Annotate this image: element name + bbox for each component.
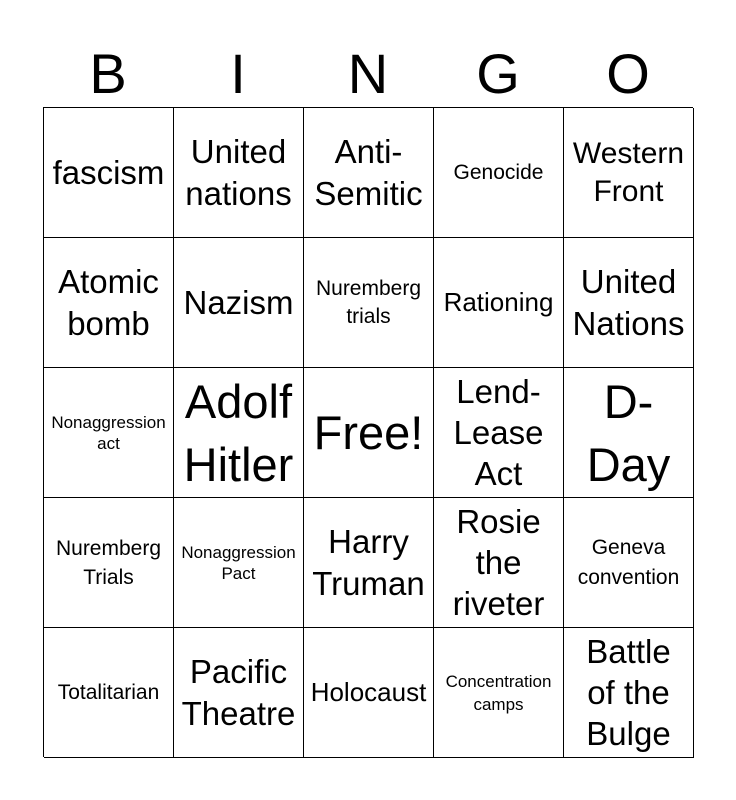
bingo-cell[interactable]: D- Day	[564, 368, 694, 498]
bingo-cell[interactable]: Atomic bomb	[44, 238, 174, 368]
bingo-cell[interactable]: United nations	[174, 108, 304, 238]
bingo-header	[43, 40, 693, 108]
bingo-cell[interactable]: Nazism	[174, 238, 304, 368]
bingo-cell[interactable]: Holocaust	[304, 628, 434, 758]
bingo-cell[interactable]: United Nations	[564, 238, 694, 368]
bingo-cell[interactable]: Western Front	[564, 108, 694, 238]
bingo-cell[interactable]: fascism	[44, 108, 174, 238]
bingo-cell[interactable]: Lend- Lease Act	[434, 368, 564, 498]
header-letter-b: B	[89, 42, 127, 105]
bingo-cell[interactable]: Nonaggression act	[44, 368, 174, 498]
bingo-cell[interactable]: Adolf Hitler	[174, 368, 304, 498]
bingo-free-cell[interactable]: Free!	[304, 368, 434, 498]
bingo-cell[interactable]: Nonaggression Pact	[174, 498, 304, 628]
header-letter-o: O	[606, 42, 650, 105]
bingo-cell[interactable]: Genocide	[434, 108, 564, 238]
bingo-cell[interactable]: Pacific Theatre	[174, 628, 304, 758]
header-letter-n: N	[347, 42, 389, 105]
bingo-cell[interactable]: Geneva convention	[564, 498, 694, 628]
bingo-cell[interactable]: Totalitarian	[44, 628, 174, 758]
bingo-cell[interactable]: Battle of the Bulge	[564, 628, 694, 758]
bingo-cell[interactable]: Concentration camps	[434, 628, 564, 758]
bingo-cell[interactable]: Nuremberg trials	[304, 238, 434, 368]
bingo-cell[interactable]: Nuremberg Trials	[44, 498, 174, 628]
bingo-cell[interactable]: Anti- Semitic	[304, 108, 434, 238]
bingo-cell[interactable]: Harry Truman	[304, 498, 434, 628]
header-letter-g: G	[476, 42, 520, 105]
bingo-cell[interactable]: Rosie the riveter	[434, 498, 564, 628]
bingo-cell[interactable]: Rationing	[434, 238, 564, 368]
bingo-grid	[43, 107, 693, 757]
header-letter-i: I	[230, 42, 246, 105]
